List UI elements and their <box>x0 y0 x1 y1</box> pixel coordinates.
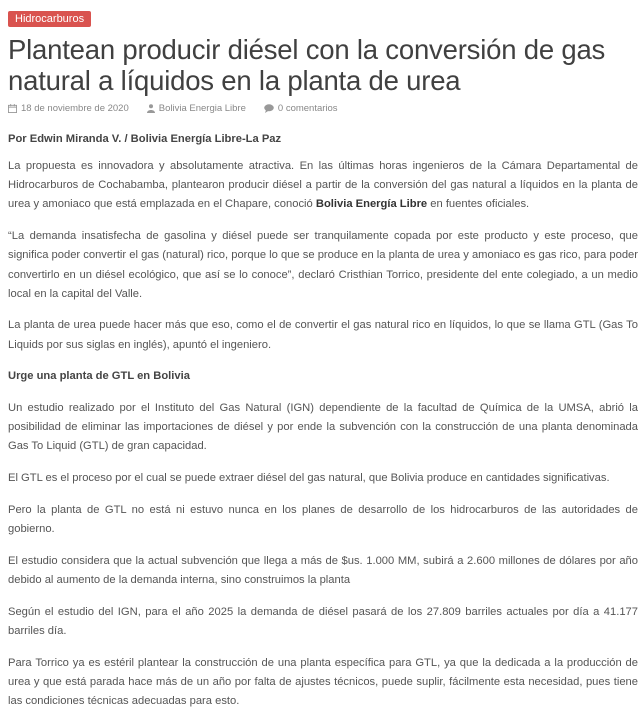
post-date[interactable]: 18 de noviembre de 2020 <box>21 103 129 114</box>
byline: Por Edwin Miranda V. / Bolivia Energía Libre-La Paz <box>8 133 282 145</box>
user-icon <box>147 104 155 113</box>
article-meta <box>8 103 638 114</box>
article <box>8 9 638 711</box>
paragraph-2: “La demanda insatisfecha de gasolina y diésel puede ser tranquilamente copada por este producto y este proceso, que significa poder convertir el gas (natural) rico, porque lo que se produce en la planta de urea y amoniaco es gas rico, para poder convertirlo en un diésel ecológico, que así se lo conoce”, declaró Cristhian Torrico, presidente del ente colegiado, a un medio local en la capital del Valle. <box>8 230 638 300</box>
paragraph-9: Para Torrico ya es estéril plantear la construcción de una planta específica para GTL, ya que la dedicada a la producción de urea y que está parada hace más de un año por falta de ajustes técnicos, puede suplir, fácilmente esta necesidad, pues tiene las condiciones técnicas adecuadas para esto. <box>8 656 638 707</box>
paragraph-8: Según el estudio del IGN, para el año 2025 la demanda de diésel pasará de los 27.809 barriles actuales por día a 41.177 barriles día. <box>8 605 638 637</box>
paragraph-6: Pero la planta de GTL no está ni estuvo nunca en los planes de desarrollo de los hidrocarburos de las autoridades de gobierno. <box>8 503 638 536</box>
comments-link[interactable]: 0 comentarios <box>277 103 338 114</box>
post-author[interactable]: Bolivia Energia Libre <box>158 103 246 114</box>
source-name: Bolivia Energía Libre <box>315 198 428 211</box>
paragraph-7: El estudio considera que la actual subvención que llega a más de $us. 1.000 MM, subirá a 2.600 millones de dólares por año debido al aumento de la demanda interna, sino construimos la planta <box>8 554 638 586</box>
paragraph-5: El GTL es el proceso por el cual se puede extraer diésel del gas natural, que Bolivia produce en cantidades significativas. <box>8 472 610 485</box>
article-title: Plantean producir diésel con la conversión de gas natural a líquidos en la planta de urea <box>8 34 606 96</box>
calendar-icon <box>8 104 17 113</box>
section-heading: Urge una planta de GTL en Bolivia <box>8 370 190 383</box>
category-badge[interactable]: Hidrocarburos <box>8 11 91 27</box>
comment-icon <box>264 104 274 113</box>
paragraph-1: La propuesta es innovadora y absolutamente atractiva. En las últimas horas ingenieros de la Cámara Departamental de Hidrocarburos de Cochabamba, plantearon producir diésel a partir de la conversión del gas natural a líquidos en la planta de urea y amoniaco que está emplazada en el Chapare, conoció Bolivia Energía Libre en fuentes oficiales. <box>8 160 638 211</box>
paragraph-4: Un estudio realizado por el Instituto del Gas Natural (IGN) dependiente de la facultad de Química de la UMSA, abrió la posibilidad de eliminar las importaciones de diésel y por ende la subvención con la construcción de una planta denominada Gas To Liquid (GTL) de gran capacidad. <box>8 402 638 453</box>
paragraph-3: La planta de urea puede hacer más que eso, como el de convertir el gas natural rico en líquidos, lo que se llama GTL (Gas To Liquids por sus siglas en inglés), apuntó el ingeniero. <box>8 319 638 351</box>
